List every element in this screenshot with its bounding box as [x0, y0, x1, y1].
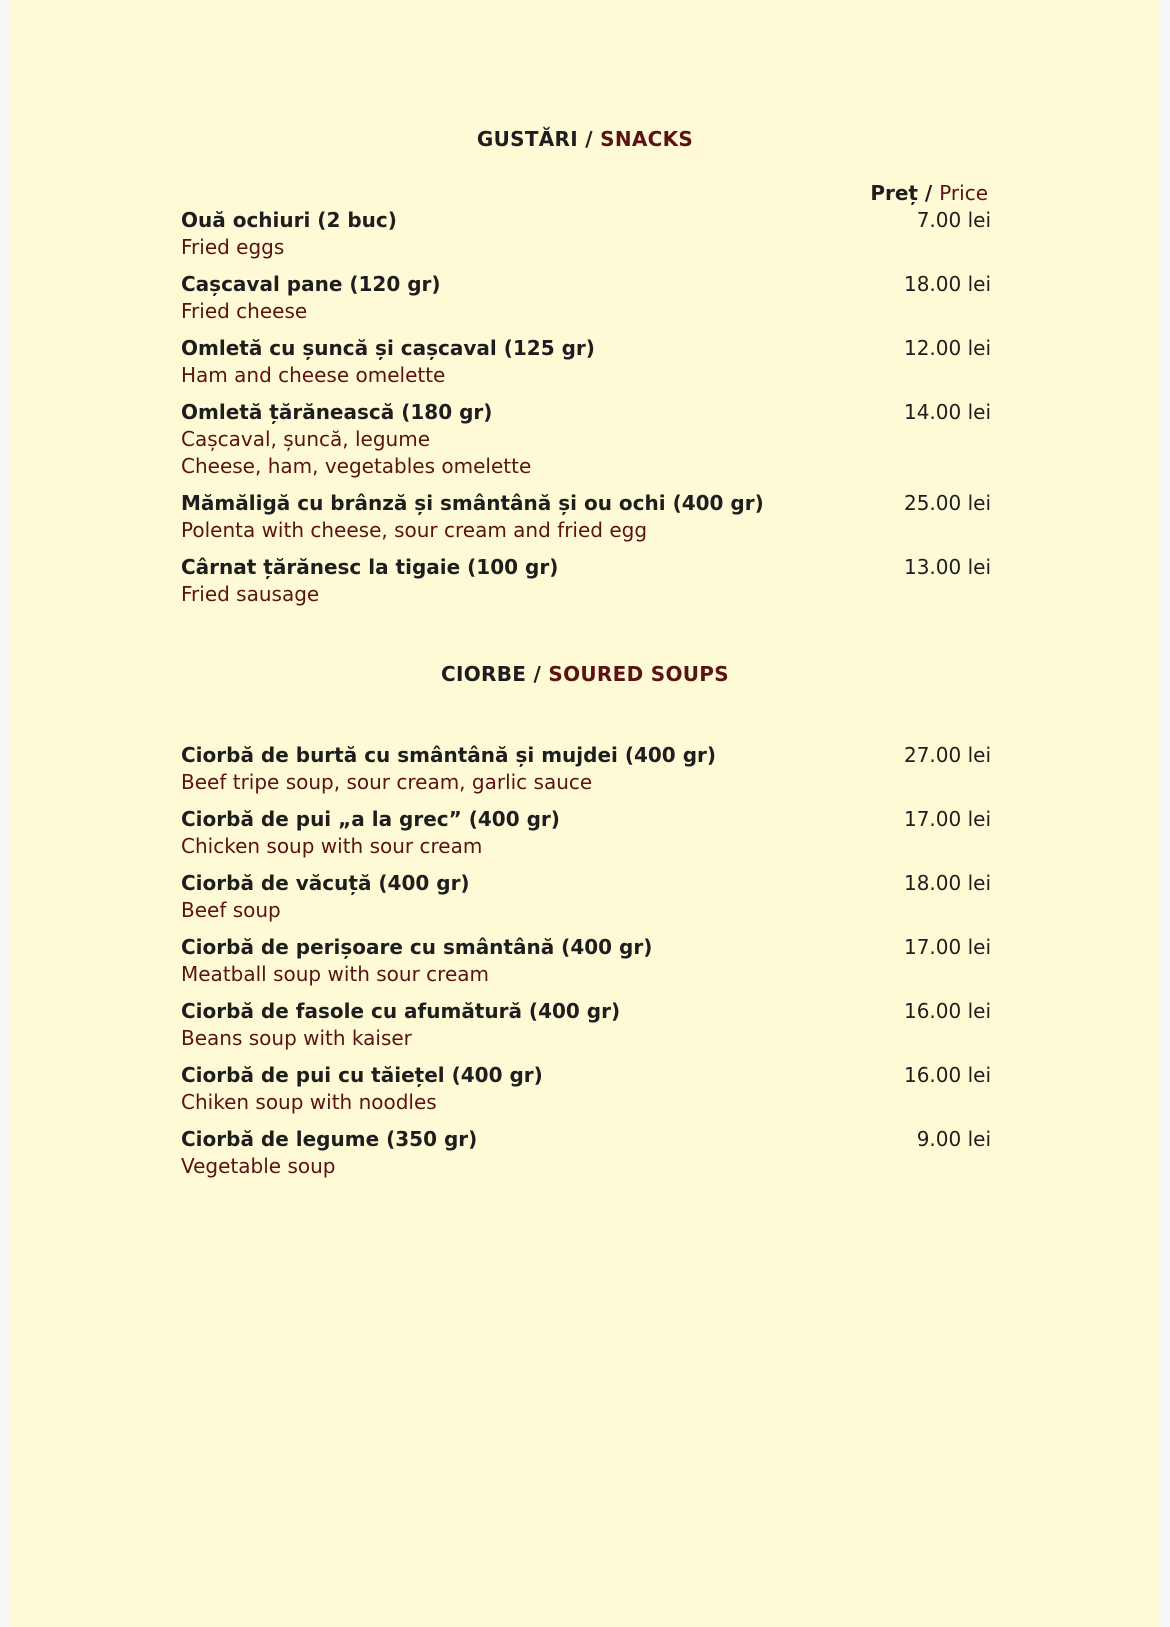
item-name: Ouă ochiuri (2 buc) [181, 208, 397, 232]
item-name: Ciorbă de pui „a la grec” (400 gr) [181, 807, 560, 831]
item-name: Ciorbă de fasole cu afumătură (400 gr) [181, 999, 621, 1023]
menu-item [181, 271, 991, 325]
item-name: Ciorbă de văcuță (400 gr) [181, 871, 470, 895]
item-name: Ciorbă de legume (350 gr) [181, 1127, 478, 1151]
menu-item [181, 1126, 991, 1180]
item-description: Beef soup [181, 898, 281, 922]
snacks-title-separator: / [577, 127, 601, 151]
menu-item [181, 870, 991, 924]
item-description: Ham and cheese omelette [181, 363, 446, 387]
item-price: 12.00 lei [903, 336, 991, 360]
item-price: 17.00 lei [903, 807, 991, 831]
menu-item [181, 490, 991, 544]
menu-item [181, 806, 991, 860]
snacks-section-title [0, 127, 1170, 151]
menu-item [181, 934, 991, 988]
item-description: Cașcaval, șuncă, legume [181, 427, 431, 451]
item-description: Beef tripe soup, sour cream, garlic sauce [181, 770, 593, 794]
item-description: Meatball soup with sour cream [181, 962, 489, 986]
item-price: 16.00 lei [903, 1063, 991, 1087]
menu-item [181, 742, 991, 796]
item-name: Ciorbă de perișoare cu smântână (400 gr) [181, 935, 653, 959]
item-name: Ciorbă de pui cu tăiețel (400 gr) [181, 1063, 543, 1087]
price-header-en: Price [939, 181, 988, 205]
snacks-title-en: SNACKS [600, 127, 694, 151]
soups-section-title [0, 662, 1170, 686]
item-description: Polenta with cheese, sour cream and fried egg [181, 518, 648, 542]
item-name: Mămăligă cu brânză și smântână și ou ochi (400 gr) [181, 491, 764, 515]
item-price: 7.00 lei [916, 208, 991, 232]
item-description: Vegetable soup [181, 1154, 336, 1178]
price-header-separator: / [917, 181, 940, 205]
item-name: Cașcaval pane (120 gr) [181, 272, 441, 296]
price-column-header [870, 181, 988, 205]
item-description: Chiken soup with noodles [181, 1090, 437, 1114]
item-price: 16.00 lei [903, 999, 991, 1023]
item-description: Chicken soup with sour cream [181, 834, 483, 858]
soups-title-separator: / [526, 662, 549, 686]
item-name: Omletă țărănească (180 gr) [181, 400, 493, 424]
item-description: Cheese, ham, vegetables omelette [181, 454, 532, 478]
item-price: 27.00 lei [903, 743, 991, 767]
item-description: Fried sausage [181, 582, 320, 606]
item-price: 9.00 lei [916, 1127, 991, 1151]
menu-item [181, 998, 991, 1052]
menu-item [181, 554, 991, 608]
soups-title-en: SOURED SOUPS [548, 662, 729, 686]
item-name: Cârnat țărănesc la tigaie (100 gr) [181, 555, 559, 579]
item-price: 18.00 lei [903, 272, 991, 296]
item-name: Ciorbă de burtă cu smântână și mujdei (400 gr) [181, 743, 717, 767]
menu-item [181, 207, 991, 261]
price-header-ro: Preț [870, 181, 918, 205]
menu-item [181, 335, 991, 389]
soups-title-ro: CIORBE [441, 662, 527, 686]
item-price: 14.00 lei [903, 400, 991, 424]
item-price: 13.00 lei [903, 555, 991, 579]
item-price: 18.00 lei [903, 871, 991, 895]
snacks-title-ro: GUSTĂRI [476, 127, 578, 151]
item-price: 25.00 lei [903, 491, 991, 515]
item-description: Fried cheese [181, 299, 308, 323]
item-name: Omletă cu șuncă și cașcaval (125 gr) [181, 336, 595, 360]
item-description: Fried eggs [181, 235, 285, 259]
item-price: 17.00 lei [903, 935, 991, 959]
menu-item [181, 399, 991, 480]
item-description: Beans soup with kaiser [181, 1026, 412, 1050]
menu-item [181, 1062, 991, 1116]
